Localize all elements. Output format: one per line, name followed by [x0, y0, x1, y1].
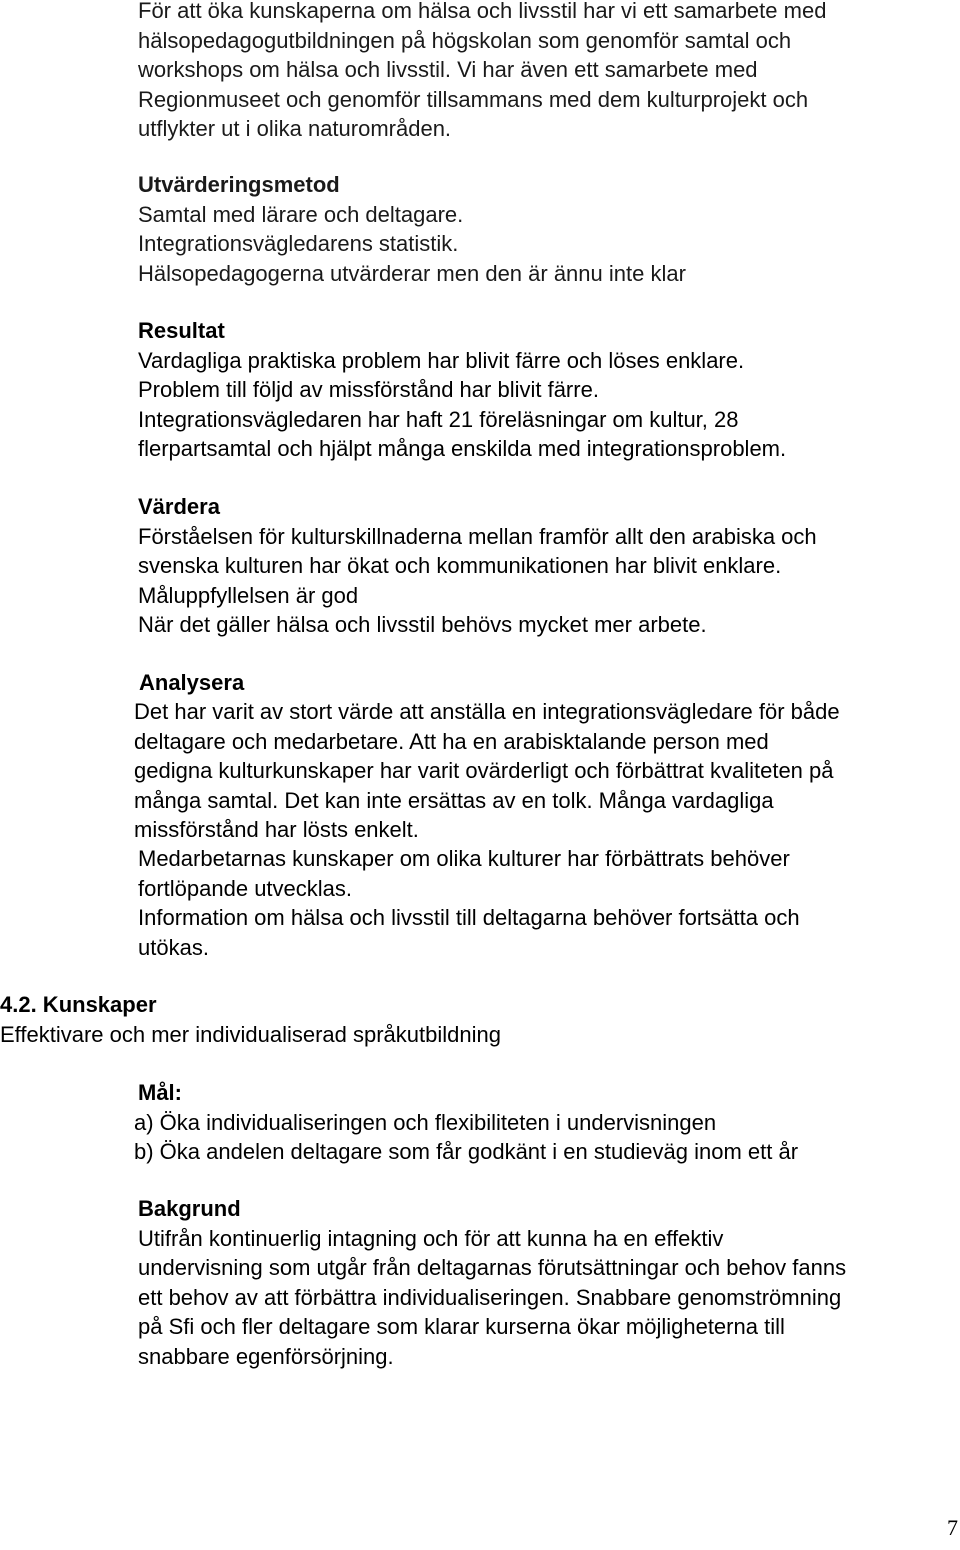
text-line: gedigna kulturkunskaper har varit ovärderligt och förbättrat kvaliteten på	[134, 758, 834, 783]
result-section	[138, 316, 786, 464]
text-line: undervisning som utgår från deltagarnas förutsättningar och behov fanns	[138, 1255, 847, 1280]
text-line: För att öka kunskaperna om hälsa och livsstil har vi ett samarbete med	[138, 0, 827, 23]
text-line: flerpartsamtal och hjälpt många enskilda med integrationsproblem.	[138, 436, 787, 461]
section-header	[0, 990, 501, 1049]
goals-heading: Mål:	[138, 1080, 182, 1105]
text-line: missförstånd har lösts enkelt.	[134, 817, 419, 842]
text-line: Samtal med lärare och deltagare.	[138, 201, 464, 227]
section-title: 4.2. Kunskaper	[0, 992, 157, 1017]
background-heading: Bakgrund	[138, 1196, 241, 1221]
text-line: När det gäller hälsa och livsstil behövs mycket mer arbete.	[138, 612, 707, 637]
assess-section	[138, 492, 817, 640]
evaluation-method-heading: Utvärderingsmetod	[138, 172, 340, 197]
result-heading: Resultat	[138, 318, 225, 343]
text-line: Integrationsvägledaren har haft 21 föreläsningar om kultur, 28	[138, 406, 739, 432]
text-line: a) Öka individualiseringen och flexibiliteten i undervisningen	[134, 1109, 717, 1135]
text-line: Utifrån kontinuerlig intagning och för att kunna ha en effektiv	[138, 1225, 724, 1251]
text-line: snabbare egenförsörjning.	[138, 1343, 394, 1369]
text-line: Hälsopedagogerna utvärderar men den är ännu inte klar	[138, 260, 686, 286]
text-line: Regionmuseet och genomför tillsammans med dem kulturprojekt och	[138, 86, 809, 112]
page-number: 7	[947, 1515, 958, 1540]
analyze-heading-block	[139, 668, 244, 698]
text-line: Vardagliga praktiska problem har blivit färre och löses enklare.	[138, 347, 745, 373]
text-line: utökas.	[138, 934, 209, 960]
text-line: b) Öka andelen deltagare som får godkänt i en studieväg inom ett år	[134, 1139, 799, 1164]
text-line: Förståelsen för kulturskillnaderna mellan framför allt den arabiska och	[138, 523, 817, 549]
text-line: Måluppfyllelsen är god	[138, 582, 359, 608]
text-line: Information om hälsa och livsstil till deltagarna behöver fortsätta och	[138, 905, 800, 930]
text-line: workshops om hälsa och livsstil. Vi har även ett samarbete med	[138, 57, 758, 82]
section-subtitle: Effektivare och mer individualiserad språkutbildning	[0, 1021, 501, 1047]
evaluation-method-section	[138, 170, 686, 288]
analyze-paragraph	[134, 697, 840, 845]
text-line: utflykter ut i olika naturområden.	[138, 116, 452, 141]
text-line: Det har varit av stort värde att anställa en integrationsvägledare för både	[134, 699, 840, 724]
text-line: fortlöpande utvecklas.	[138, 875, 353, 901]
intro-paragraph	[138, 0, 826, 144]
background-section	[138, 1194, 846, 1371]
analyze-heading: Analysera	[139, 670, 245, 695]
text-line: Medarbetarnas kunskaper om olika kulturer har förbättrats behöver	[138, 846, 790, 871]
text-line: många samtal. Det kan inte ersättas av en tolk. Många vardagliga	[134, 787, 774, 813]
text-line: ett behov av att förbättra individualiseringen. Snabbare genomströmning	[138, 1284, 842, 1310]
text-line: Integrationsvägledarens statistik.	[138, 231, 459, 256]
text-line: på Sfi och fler deltagare som klarar kurserna ökar möjligheterna till	[138, 1314, 785, 1339]
goals-section	[134, 1078, 798, 1167]
analyze-paragraph-2	[138, 844, 800, 962]
text-line: Problem till följd av missförstånd har blivit färre.	[138, 377, 599, 402]
text-line: hälsopedagogutbildningen på högskolan som genomför samtal och	[138, 27, 792, 53]
assess-heading: Värdera	[138, 494, 220, 519]
text-line: deltagare och medarbetare. Att ha en arabisktalande person med	[134, 728, 769, 754]
text-line: svenska kulturen har ökat och kommunikationen har blivit enklare.	[138, 553, 782, 578]
